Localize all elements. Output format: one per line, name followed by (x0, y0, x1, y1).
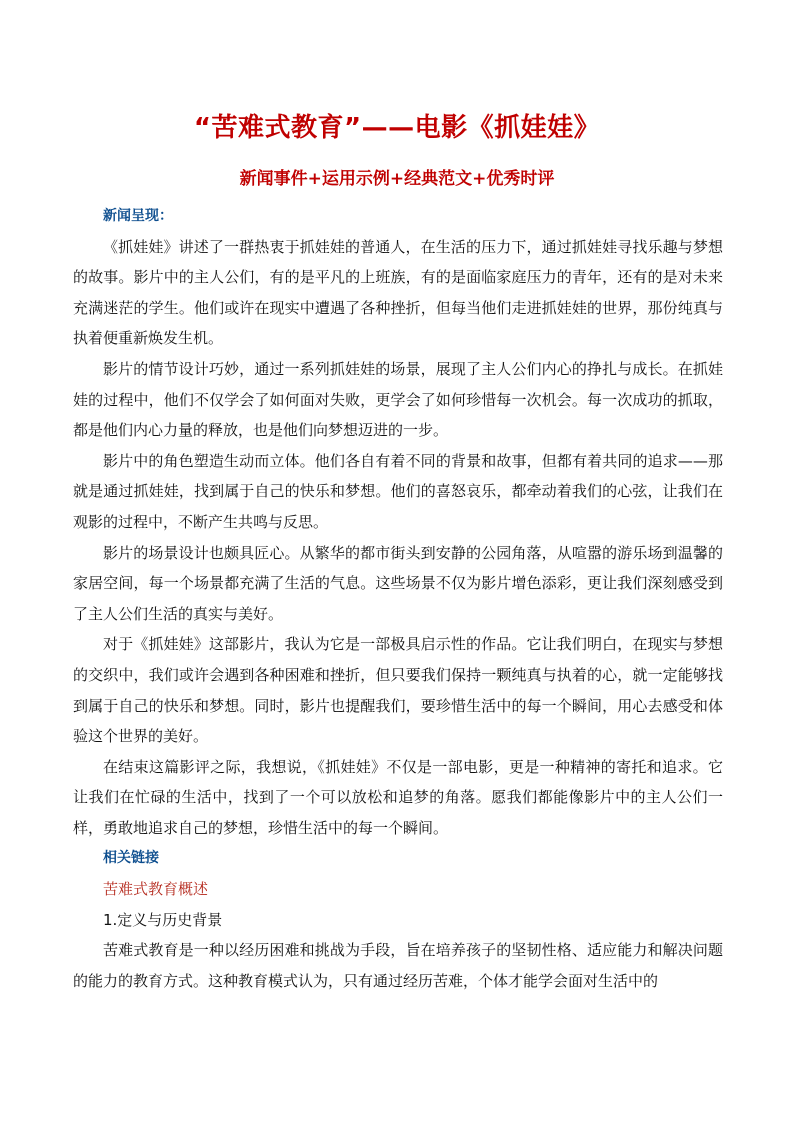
section-heading: 1.定义与历史背景 (103, 910, 223, 929)
paragraph-1: 《抓娃娃》讲述了一群热衷于抓娃娃的普通人，在生活的压力下，通过抓娃娃寻找乐趣与梦想的故事。影片中的主人公们，有的是平凡的上班族，有的是面临家庭压力的青年，还有的是对未来充满迷茫的学生。他们或许在现实中遭遇了各种挫折，但每当他们走进抓娃娃的世界，那份纯真与执着便重新焕发生机。 (73, 237, 723, 348)
paragraph-2: 影片的情节设计巧妙，通过一系列抓娃娃的场景，展现了主人公们内心的挣扎与成长。在抓娃娃的过程中，他们不仅学会了如何面对失败，更学会了如何珍惜每一次机会。每一次成功的抓取，都是他们内心力量的释放，也是他们向梦想迈进的一步。 (73, 359, 723, 440)
paragraph-6: 在结束这篇影评之际，我想说，《抓娃娃》不仅是一部电影，更是一种精神的寄托和追求。它让我们在忙碌的生活中，找到了一个可以放松和追梦的角落。愿我们都能像影片中的主人公们一样，勇敢地追求自己的梦想，珍惜生活中的每一个瞬间。 (73, 757, 723, 837)
paragraph-4: 影片的场景设计也颇具匠心。从繁华的都市街头到安静的公园角落，从喧嚣的游乐场到温馨的家居空间，每一个场景都充满了生活的气息。这些场景不仅为影片增色添彩，更让我们深刻感受到了主人公们生活的真实与美好。 (73, 543, 723, 623)
final-paragraph: 苦难式教育是一种以经历困难和挑战为手段，旨在培养孩子的坚韧性格、适应能力和解决问题的能力的教育方式。这种教育模式认为，只有通过经历苦难，个体才能学会面对生活中的 (73, 941, 723, 990)
paragraph-3: 影片中的角色塑造生动而立体。他们各自有着不同的背景和故事，但都有着共同的追求——那就是通过抓娃娃，找到属于自己的快乐和梦想。他们的喜怒哀乐，都牵动着我们的心弦，让我们在观影的过程中，不断产生共鸣与反思。 (73, 451, 723, 531)
document-subtitle: 新闻事件+运用示例+经典范文+优秀时评 (239, 169, 555, 189)
related-links-heading: 相关链接 (103, 850, 159, 867)
news-heading: 新闻呈现： (103, 208, 173, 224)
paragraph-5: 对于《抓娃娃》这部影片，我认为它是一部极具启示性的作品。它让我们明白，在现实与梦想的交织中，我们或许会遇到各种困难和挫折，但只要我们保持一颗纯真与执着的心，就一定能够找到属于自己的快乐和梦想。同时，影片也提醒我们，要珍惜生活中的每一个瞬间，用心去感受和体验这个世界的美好。 (73, 635, 723, 746)
document-body (73, 201, 723, 996)
document-title: “苦难式教育”——电影《抓娃娃》 (193, 113, 601, 143)
overview-heading: 苦难式教育概述 (103, 880, 209, 899)
